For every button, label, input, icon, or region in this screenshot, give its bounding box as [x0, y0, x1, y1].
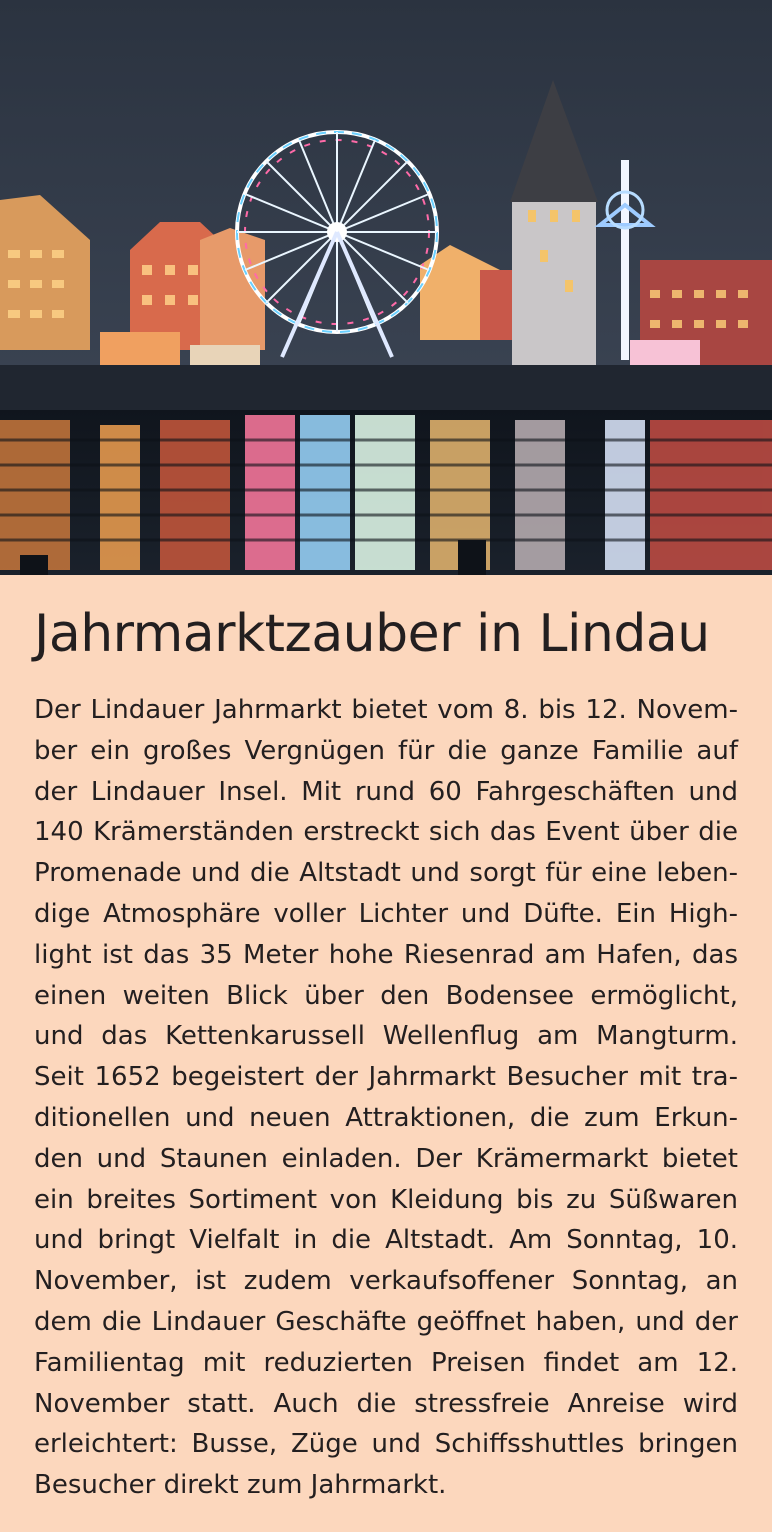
body-line: den und Staunen einladen. Der Krämermarkt bietet [34, 1143, 738, 1174]
body-line: Promenade und die Altstadt und sorgt für eine leben- [34, 858, 738, 889]
body-line: ber ein großes Vergnügen für die ganze Familie auf [34, 735, 738, 766]
body-line: dige Atmosphäre voller Lichter und Düfte. Ein High- [34, 898, 738, 929]
body-line: der Lindauer Insel. Mit rund 60 Fahrgeschäften und [34, 776, 738, 807]
body-line: Der Lindauer Jahrmarkt bietet vom 8. bis 12. Novem- [34, 695, 738, 725]
body-line: und das Kettenkarussell Wellenflug am Mangturm. [34, 1021, 738, 1052]
body-line: Seit 1652 begeistert der Jahrmarkt Besucher mit tra- [34, 1062, 738, 1093]
body-line: erleichtert: Busse, Züge und Schiffsshuttles bringen [34, 1429, 738, 1460]
body-line: einen weiten Blick über den Bodensee ermöglicht, [34, 980, 738, 1011]
article-body [34, 690, 738, 1506]
body-line: 140 Krämerständen erstreckt sich das Event über die [34, 817, 738, 848]
body-line: light ist das 35 Meter hohe Riesenrad am Hafen, das [34, 939, 738, 970]
body-line: und bringt Vielfalt in die Altstadt. Am Sonntag, 10. [34, 1225, 738, 1256]
body-line: November, ist zudem verkaufsoffener Sonntag, an [34, 1266, 738, 1297]
article-title: Jahrmarktzauber in Lindau [34, 604, 710, 664]
body-line: ditionellen und neuen Attraktionen, die zum Erkun- [34, 1102, 738, 1133]
body-line: November statt. Auch die stressfreie Anreise wird [34, 1388, 738, 1419]
body-line: Besucher direkt zum Jahrmarkt. [34, 1470, 447, 1501]
body-line: dem die Lindauer Geschäfte geöffnet haben, und der [34, 1306, 738, 1337]
harbor-night-photo [0, 0, 772, 575]
body-line: Familientag mit reduzierten Preisen findet am 12. [34, 1347, 738, 1378]
body-line: ein breites Sortiment von Kleidung bis zu Süßwaren [34, 1184, 738, 1215]
